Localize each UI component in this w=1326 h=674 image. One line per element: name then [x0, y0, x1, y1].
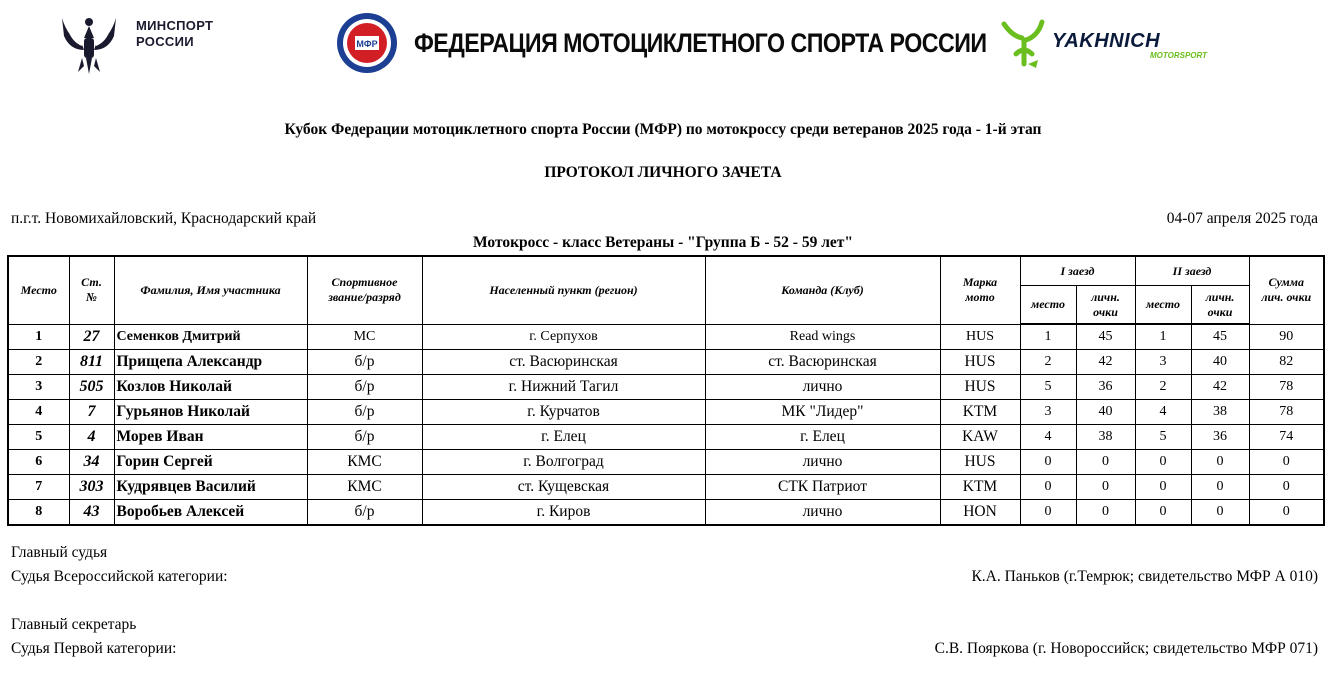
cell-team: СТК Патриот	[705, 475, 940, 500]
sponsor-name: YAKHNICH	[1052, 30, 1161, 52]
cell-place: 6	[8, 450, 69, 475]
protocol-title: ПРОТОКОЛ ЛИЧНОГО ЗАЧЕТА	[544, 164, 782, 181]
cell-r1-place: 5	[1020, 375, 1076, 400]
chief-judge-category: Судья Всероссийской категории:	[11, 568, 228, 585]
chief-judge-label: Главный судья	[11, 544, 108, 561]
cell-total: 78	[1249, 400, 1324, 425]
header-team: Команда (Клуб)	[705, 256, 940, 324]
results-table	[7, 255, 1325, 526]
cell-brand: HUS	[940, 324, 1020, 350]
cell-name: Козлов Николай	[114, 375, 307, 400]
cell-r1-place: 0	[1020, 450, 1076, 475]
cell-place: 7	[8, 475, 69, 500]
table-row	[8, 425, 1324, 450]
cell-total: 0	[1249, 450, 1324, 475]
cell-r2-points: 36	[1191, 425, 1249, 450]
cell-city: г. Елец	[422, 425, 705, 450]
cup-title: Кубок Федерации мотоциклетного спорта России (МФР) по мотокроссу среди ветеранов 2025 года - 1-й этап	[284, 121, 1042, 138]
cell-place: 8	[8, 500, 69, 526]
cell-place: 1	[8, 324, 69, 350]
table-row	[8, 324, 1324, 350]
cell-r1-points: 0	[1076, 475, 1135, 500]
cell-r2-points: 40	[1191, 350, 1249, 375]
cell-team: Read wings	[705, 324, 940, 350]
cell-number: 27	[69, 324, 114, 350]
cell-r1-place: 1	[1020, 324, 1076, 350]
cell-r1-place: 3	[1020, 400, 1076, 425]
cell-total: 78	[1249, 375, 1324, 400]
cell-place: 3	[8, 375, 69, 400]
cell-brand: HUS	[940, 350, 1020, 375]
cell-r2-points: 42	[1191, 375, 1249, 400]
cell-name: Кудрявцев Василий	[114, 475, 307, 500]
cell-number: 34	[69, 450, 114, 475]
minsport-line2: РОССИИ	[136, 34, 194, 49]
mfr-logo-text: МФР	[356, 39, 378, 49]
cell-r2-points: 0	[1191, 450, 1249, 475]
minsport-logo-text	[136, 18, 213, 50]
cell-rank: б/р	[307, 425, 422, 450]
cell-team: лично	[705, 450, 940, 475]
cell-place: 5	[8, 425, 69, 450]
cell-team: лично	[705, 500, 940, 526]
header-total: Сумма лич. очки	[1249, 256, 1324, 324]
header-rank: Спортивное звание/разряд	[307, 256, 422, 324]
cell-total: 0	[1249, 475, 1324, 500]
cell-rank: б/р	[307, 350, 422, 375]
cell-number: 811	[69, 350, 114, 375]
cell-brand: HUS	[940, 450, 1020, 475]
cell-r1-points: 40	[1076, 400, 1135, 425]
chief-judge-name: К.А. Паньков (г.Темрюк; свидетельство МФР А 010)	[971, 568, 1318, 585]
cell-name: Прищепа Александр	[114, 350, 307, 375]
cell-r2-place: 0	[1135, 475, 1191, 500]
cell-team: лично	[705, 375, 940, 400]
cell-total: 74	[1249, 425, 1324, 450]
header-race2-points: личн. очки	[1191, 286, 1249, 325]
cell-number: 7	[69, 400, 114, 425]
cell-r1-points: 0	[1076, 450, 1135, 475]
cell-r2-place: 5	[1135, 425, 1191, 450]
cell-r2-points: 38	[1191, 400, 1249, 425]
cell-r1-points: 0	[1076, 500, 1135, 526]
header-race1-points: личн. очки	[1076, 286, 1135, 325]
cell-rank: КМС	[307, 450, 422, 475]
chief-secretary-label: Главный секретарь	[11, 616, 137, 633]
cell-name: Горин Сергей	[114, 450, 307, 475]
cell-city: г. Серпухов	[422, 324, 705, 350]
header-brand: Марка мото	[940, 256, 1020, 324]
cell-r2-place: 0	[1135, 500, 1191, 526]
table-row	[8, 450, 1324, 475]
table-row	[8, 350, 1324, 375]
cell-rank: б/р	[307, 500, 422, 526]
cell-total: 90	[1249, 324, 1324, 350]
cell-number: 4	[69, 425, 114, 450]
cell-city: г. Нижний Тагил	[422, 375, 705, 400]
table-row	[8, 500, 1324, 526]
cell-r1-place: 0	[1020, 500, 1076, 526]
chief-secretary-category: Судья Первой категории:	[11, 640, 177, 657]
cell-rank: б/р	[307, 400, 422, 425]
minsport-line1: МИНСПОРТ	[136, 18, 214, 33]
table-row	[8, 475, 1324, 500]
cell-name: Семенков Дмитрий	[114, 324, 307, 350]
cell-r1-points: 45	[1076, 324, 1135, 350]
cell-r2-place: 3	[1135, 350, 1191, 375]
cell-r1-points: 38	[1076, 425, 1135, 450]
table-row	[8, 400, 1324, 425]
cell-r1-place: 2	[1020, 350, 1076, 375]
cell-r2-points: 0	[1191, 500, 1249, 526]
cell-r2-place: 0	[1135, 450, 1191, 475]
header-race1: I заезд	[1020, 256, 1135, 286]
yakhnich-emblem-icon	[998, 16, 1058, 70]
header-name: Фамилия, Имя участника	[114, 256, 307, 324]
cell-city: г. Волгоград	[422, 450, 705, 475]
cell-number: 303	[69, 475, 114, 500]
cell-city: ст. Кущевская	[422, 475, 705, 500]
cell-total: 0	[1249, 500, 1324, 526]
event-location: п.г.т. Новомихайловский, Краснодарский край	[11, 210, 317, 227]
cell-rank: КМС	[307, 475, 422, 500]
mfr-logo	[334, 12, 400, 74]
cell-city: г. Курчатов	[422, 400, 705, 425]
cell-city: ст. Васюринская	[422, 350, 705, 375]
cell-team: г. Елец	[705, 425, 940, 450]
cell-place: 4	[8, 400, 69, 425]
cell-brand: KTM	[940, 475, 1020, 500]
header-race2-place: место	[1135, 286, 1191, 325]
cell-rank: б/р	[307, 375, 422, 400]
cell-brand: KTM	[940, 400, 1020, 425]
cell-number: 43	[69, 500, 114, 526]
cell-r1-place: 4	[1020, 425, 1076, 450]
cell-number: 505	[69, 375, 114, 400]
cell-r2-place: 1	[1135, 324, 1191, 350]
header-race1-place: место	[1020, 286, 1076, 325]
cell-r2-points: 0	[1191, 475, 1249, 500]
class-title: Мотокросс - класс Ветераны - "Группа Б - 52 - 59 лет"	[472, 234, 854, 251]
header-city: Населенный пункт (регион)	[422, 256, 705, 324]
cell-r1-points: 42	[1076, 350, 1135, 375]
cell-name: Морев Иван	[114, 425, 307, 450]
cell-team: МК "Лидер"	[705, 400, 940, 425]
header-place: Место	[8, 256, 69, 324]
event-dates: 04-07 апреля 2025 года	[1166, 210, 1318, 227]
header-number: Ст. №	[69, 256, 114, 324]
cell-r1-place: 0	[1020, 475, 1076, 500]
cell-r2-place: 4	[1135, 400, 1191, 425]
cell-brand: KAW	[940, 425, 1020, 450]
federation-title: ФЕДЕРАЦИЯ МОТОЦИКЛЕТНОГО СПОРТА РОССИИ	[414, 28, 987, 58]
sponsor-subtitle: MOTORSPORT	[1150, 51, 1208, 60]
cell-total: 82	[1249, 350, 1324, 375]
cell-r2-points: 45	[1191, 324, 1249, 350]
cell-brand: HON	[940, 500, 1020, 526]
cell-r2-place: 2	[1135, 375, 1191, 400]
chief-secretary-name: С.В. Пояркова (г. Новороссийск; свидетельство МФР 071)	[934, 640, 1318, 657]
cell-city: г. Киров	[422, 500, 705, 526]
header-race2: II заезд	[1135, 256, 1249, 286]
table-row	[8, 375, 1324, 400]
cell-r1-points: 36	[1076, 375, 1135, 400]
cell-brand: HUS	[940, 375, 1020, 400]
cell-place: 2	[8, 350, 69, 375]
cell-name: Воробьев Алексей	[114, 500, 307, 526]
cell-rank: МС	[307, 324, 422, 350]
cell-team: ст. Васюринская	[705, 350, 940, 375]
cell-name: Гурьянов Николай	[114, 400, 307, 425]
